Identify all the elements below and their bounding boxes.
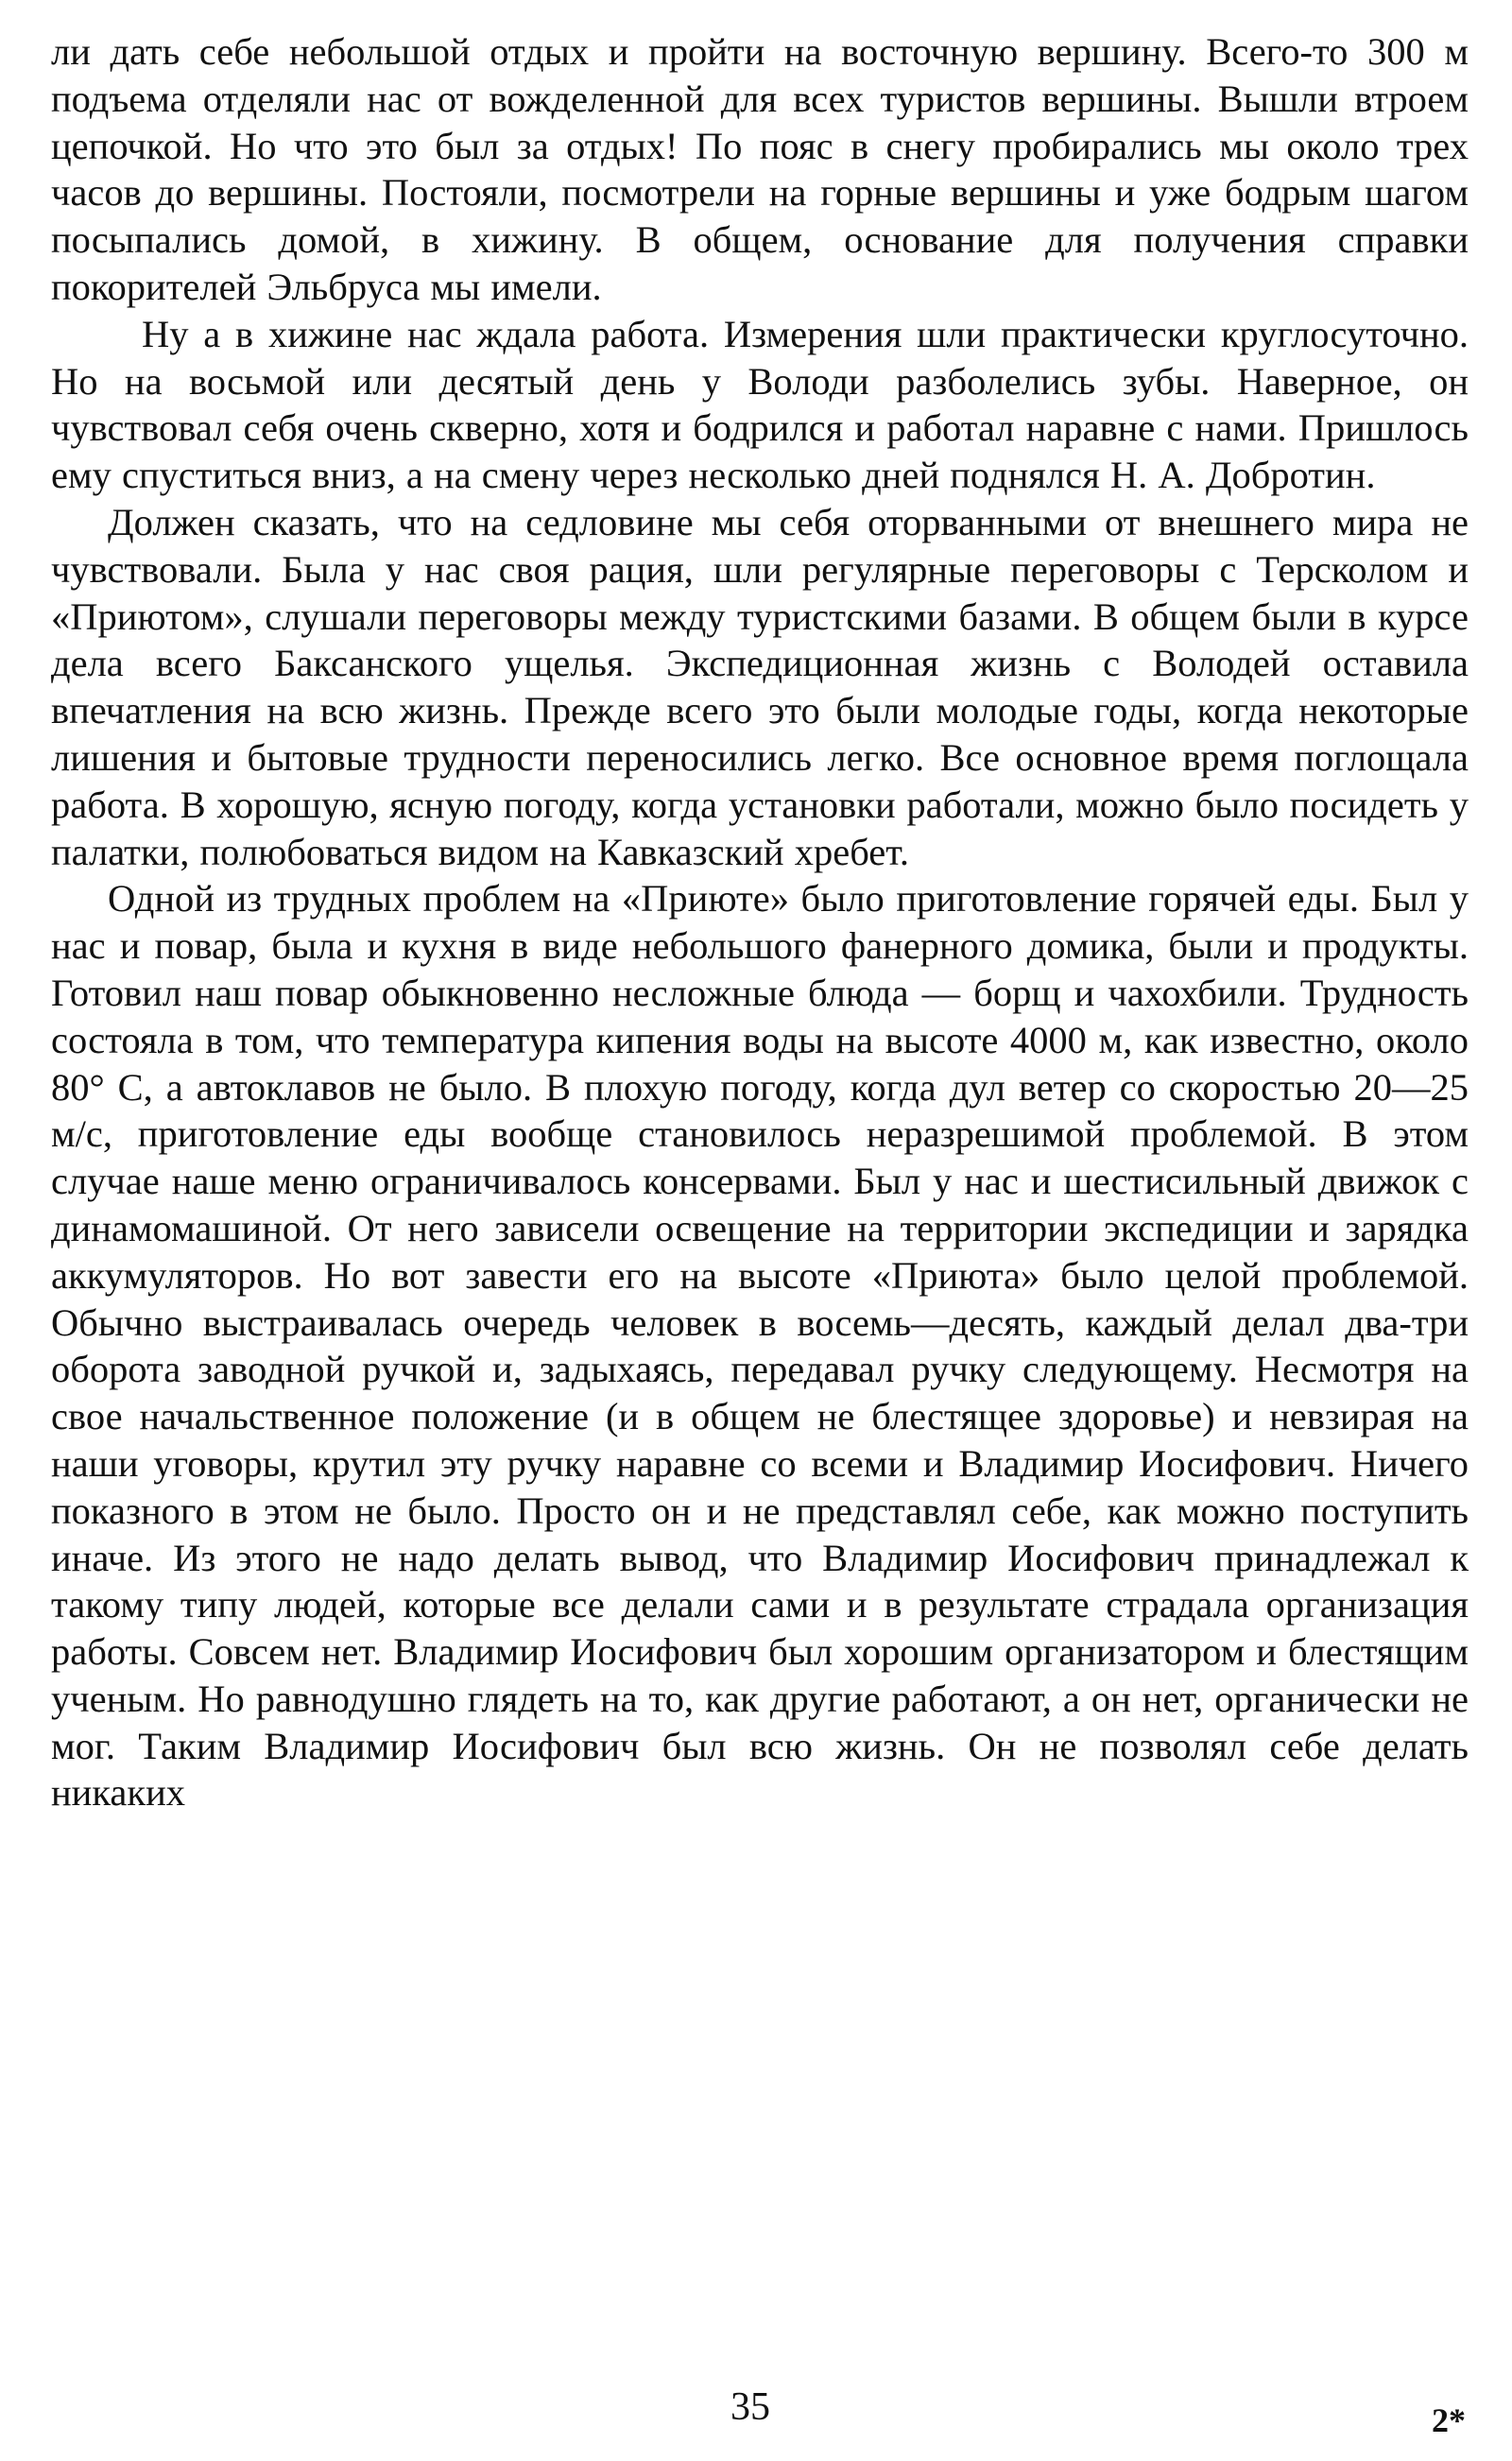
paragraph-2: Ну а в хижине нас ждала работа. Измерения шли практически круглосуточно. Но на восьмой или десятый день у Володи разболелись зубы. Наверное, он чувствовал себя очень скверно, хотя и бодрился и работал наравне с нами. Пришлось ему спуститься вниз, а на смену через несколько дней поднялся Н. А. Добротин. <box>51 312 1469 497</box>
paragraph-1: ли дать себе небольшой отдых и пройти на восточную вершину. Всего-то 300 м подъема отделяли нас от вожделенной для всех туристов вершины. Вышли втроем цепочкой. Но что это был за отдых! По пояс в снегу пробирались мы около трех часов до вершины. Постояли, посмотрели на горные вершины и уже бодрым шагом посыпались домой, в хижину. В общем, основание для получения справки покорителей Эльбруса мы имели. <box>51 30 1469 308</box>
paragraph-4: Одной из трудных проблем на «Приюте» было приготовление горячей еды. Был у нас и повар, была и кухня в виде небольшого фанерного домика, были и продукты. Готовил наш повар обыкновенно несложные блюда — борщ и чахохбили. Трудность состояла в том, что температура кипения воды на высоте 4000 м, как известно, около 80° С, а автоклавов не было. В плохую погоду, когда дул ветер со скоростью 20—25 м/с, приготовление еды вообще становилось неразрешимой проблемой. В этом случае наше меню ограничивалось консервами. Был у нас и шестисильный движок с динамомашиной. От него зависели освещение на территории экспедиции и зарядка аккумуляторов. Но вот завести его на высоте «Приюта» было целой проблемой. Обычно выстраивалась очередь человек в восемь—десять, каждый делал два-три оборота заводной ручкой и, задыхаясь, передавал ручку следующему. Несмотря на свое начальственное положение (и в общем не блестящее здоровье) и невзирая на наши уговоры, крутил эту ручку наравне со всеми и Владимир Иосифович. Ничего показного в этом не было. Просто он и не представлял себе, как можно поступить иначе. Из этого не надо делать вывод, что Владимир Иосифович принадлежал к такому типу людей, которые все делали сами и в результате страдала организация работы. Совсем нет. Владимир Иосифович был хорошим организатором и блестящим ученым. Но равнодушно глядеть на то, как другие работают, а он нет, органически не мог. Таким Владимир Иосифович был всю жизнь. Он не позволял себе делать никаких <box>51 877 1469 1815</box>
signature-mark: 2* <box>1432 2401 1466 2439</box>
page-number: 35 <box>730 2385 770 2429</box>
page-body <box>51 28 1469 1816</box>
paragraph-3: Должен сказать, что на седловине мы себя оторванными от внешнего мира не чувствовали. Была у нас своя рация, шли регулярные переговоры с Терсколом и «Приютом», слушали переговоры между туристскими базами. В общем были в курсе дела всего Баксанского ущелья. Экспедиционная жизнь с Володей оставила впечатления на всю жизнь. Прежде всего это были молодые годы, когда некоторые лишения и бытовые трудности переносились легко. Все основное время поглощала работа. В хорошую, ясную погоду, когда установки работали, можно было посидеть у палатки, полюбоваться видом на Кавказский хребет. <box>51 500 1469 873</box>
